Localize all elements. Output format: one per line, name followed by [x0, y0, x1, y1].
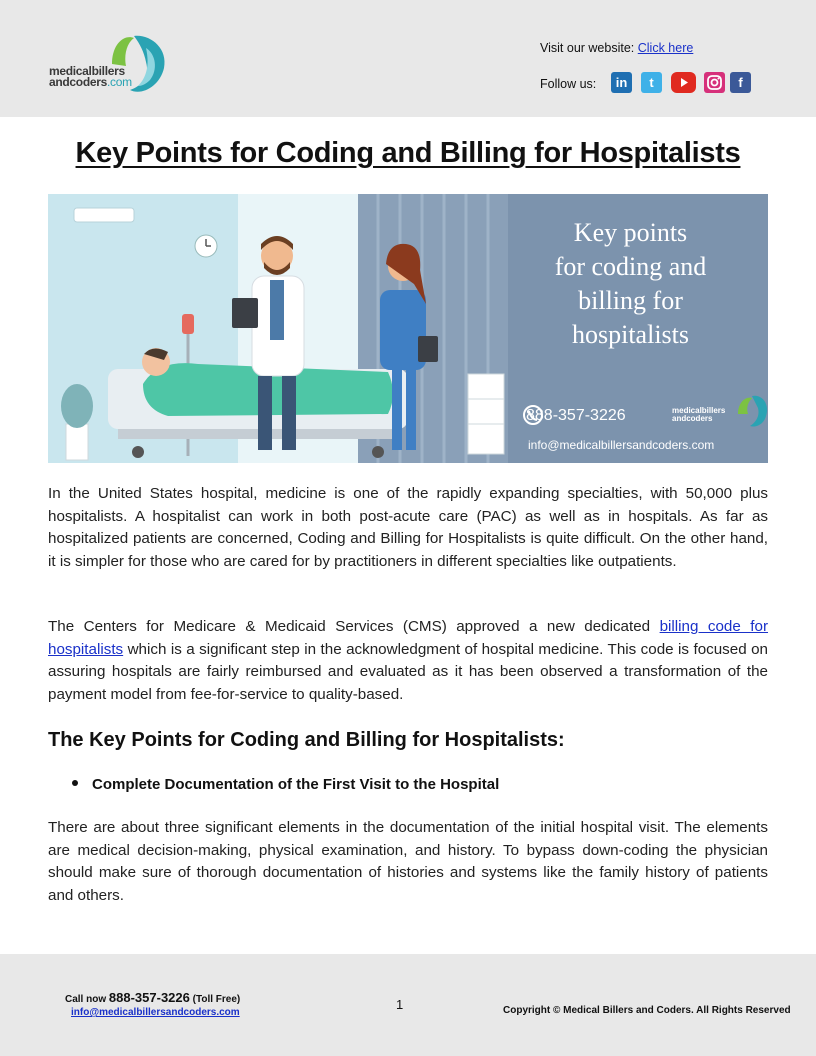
bullet-dot-icon	[72, 780, 78, 786]
follow-label: Follow us:	[540, 77, 597, 91]
billing-code-link[interactable]: billing code for hospitalists	[48, 618, 769, 658]
body-paragraph-3: There are about three significant elements in the documentation of the initial hospital visit. The elements are medical decision-making, physical examination, and history. To bypass down-coding the physician should make sure of thorough documentation of histories and systems like the family history of patients and others.	[48, 819, 768, 904]
footer-phone: 888-357-3226	[108, 990, 190, 1005]
visit-website-link[interactable]: Click here	[637, 41, 694, 55]
body-paragraph-1: In the United States hospital, medicine is one of the rapidly expanding specialties, with 50,000 plus hospitalists. A hospitalist can work in both post-acute care (PAC) as well as in hospitals. As far as hospitalized patients are concerned, Coding and Billing for Hospitalists is quite difficult. On the other hand, it is simpler for those who are cared for by practitioners in different specialties like outpatients.	[48, 485, 768, 570]
hero-email: info@medicalbillersandcoders.com	[528, 438, 715, 452]
hero-brand-line2: andcoders	[672, 414, 713, 423]
company-logo[interactable]	[46, 30, 176, 98]
logo-line2: andcoders.com	[49, 75, 132, 89]
visit-website	[540, 41, 693, 55]
hero-heading-line: hospitalists	[571, 320, 689, 349]
youtube-icon[interactable]	[671, 72, 696, 93]
twitter-icon[interactable]: t	[641, 72, 662, 93]
bullet-item	[72, 776, 499, 793]
hero-banner	[48, 194, 768, 463]
footer-call: Call now 888-357-3226 (Toll Free)	[65, 990, 241, 1005]
instagram-icon[interactable]	[704, 72, 725, 93]
facebook-icon[interactable]: f	[730, 72, 751, 93]
hero-phone: 888-357-3226	[526, 407, 626, 424]
logo-line1: medicalbillers	[49, 64, 125, 78]
hero-heading-line: for coding and	[554, 252, 707, 281]
linkedin-icon[interactable]: in	[611, 72, 632, 93]
page-title: Key Points for Coding and Billing for Hospitalists	[75, 137, 741, 169]
bullet-text: Complete Documentation of the First Visit to the Hospital	[92, 776, 500, 793]
body-paragraph-2: The Centers for Medicare & Medicaid Services (CMS) approved a new dedicated billing code for hospitalists which is a significant step in the acknowledgment of hospital medicine. This code is focused on assuring hospitals are fairly reimbursed and evaluated as it has been observed a transformation of the payment model from fee-for-service to quality-based.	[48, 618, 769, 703]
section-heading: The Key Points for Coding and Billing for Hospitalists:	[48, 729, 565, 751]
hero-heading-line: billing for	[578, 286, 683, 315]
logo-text	[49, 66, 132, 88]
page-number: 1	[396, 997, 404, 1012]
page-header	[0, 0, 816, 117]
hero-brand-line1: medicalbillers	[672, 406, 726, 415]
footer-email-link[interactable]: info@medicalbillersandcoders.com	[71, 1007, 240, 1018]
hero-brand	[672, 407, 725, 423]
hero-heading	[518, 216, 743, 352]
visit-label: Visit our website:	[540, 41, 635, 55]
footer-copyright: Copyright © Medical Billers and Coders. All Rights Reserved	[503, 1005, 791, 1016]
hero-heading-line: Key points	[573, 218, 688, 247]
